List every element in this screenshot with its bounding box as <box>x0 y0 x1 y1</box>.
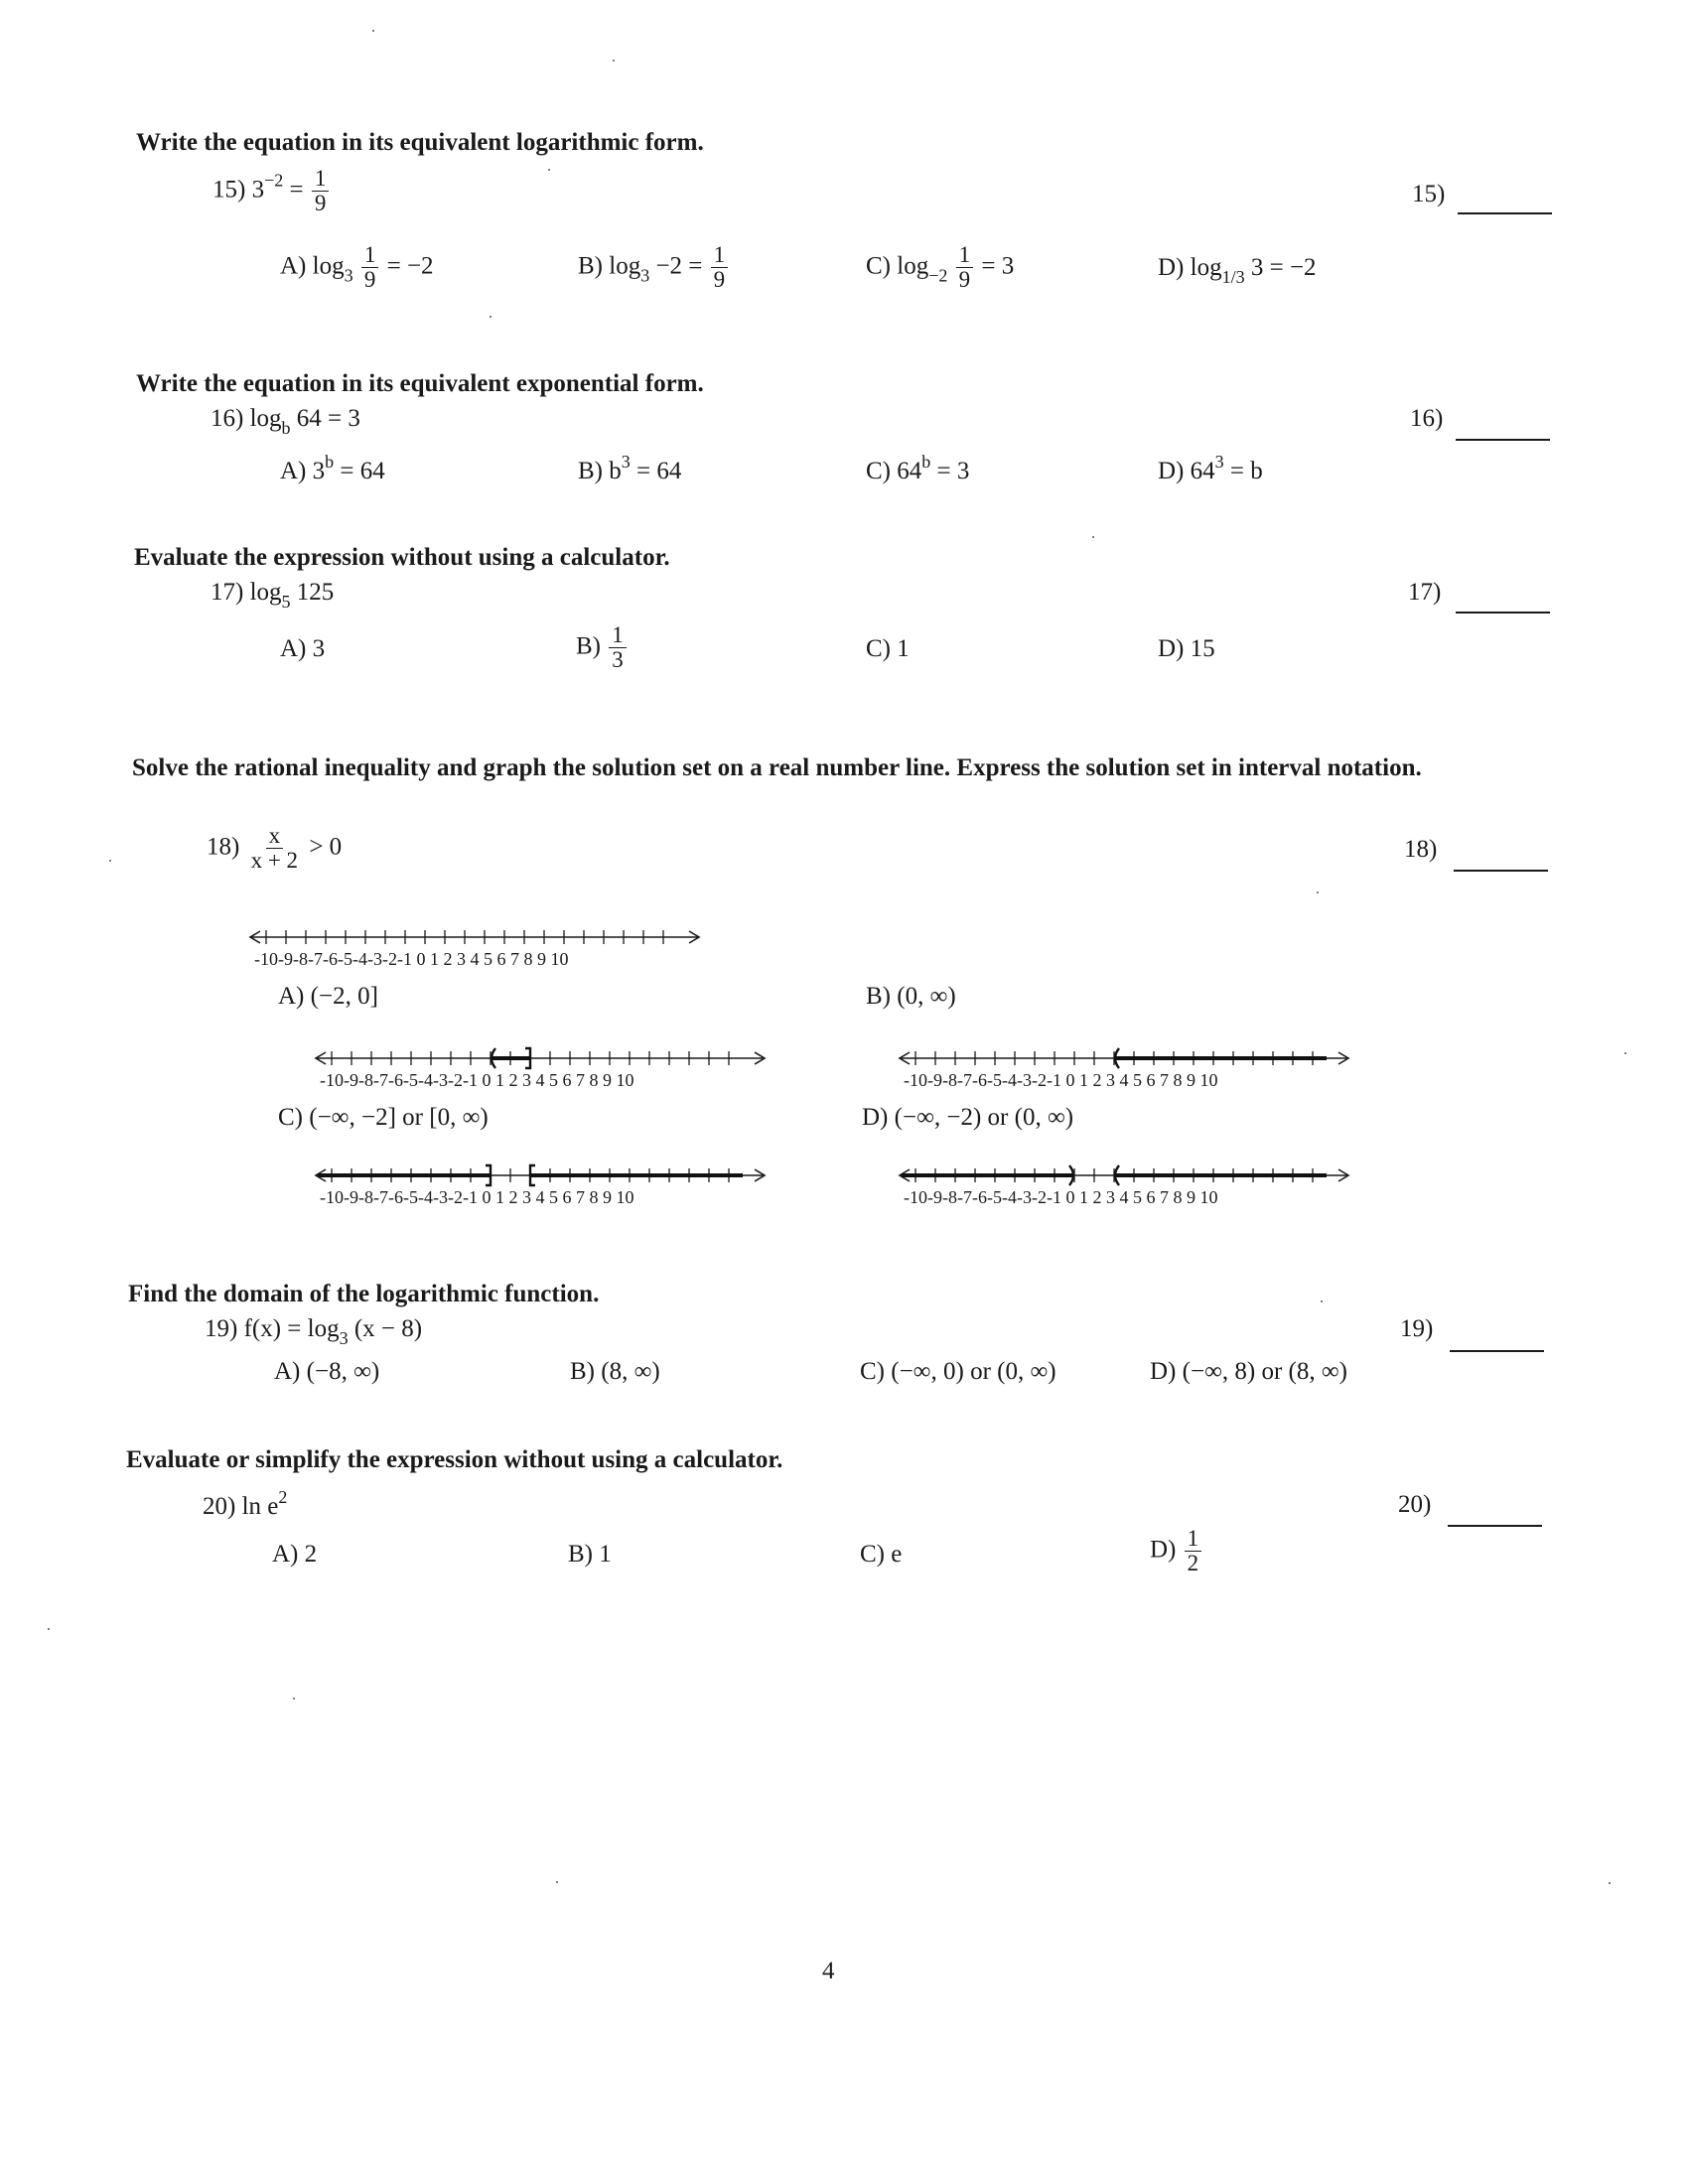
choice-17a[interactable]: A) 3 <box>280 635 326 662</box>
question-number: 17) <box>211 579 244 606</box>
question-number: 18) <box>207 833 240 861</box>
scan-speck <box>1624 1052 1626 1054</box>
fraction: $\frac{1}{9}$ <box>312 167 330 215</box>
choice-15d[interactable]: D) $\log_{1/3} 3 = -2$ <box>1158 254 1317 288</box>
number-line-18b <box>896 1044 1352 1090</box>
answer-blank-18[interactable] <box>1454 870 1548 872</box>
question-number: 16) <box>211 405 244 432</box>
instruction-18: Solve the rational inequality and graph the solution set on a real number line. Express the solution set in interval notation. <box>132 754 1422 781</box>
question-18: 18) $\frac{x}{x + 2}$ > 0 <box>207 823 343 874</box>
choice-17b[interactable]: B) $\frac{1}{3}$ <box>576 623 629 672</box>
instruction-15: Write the equation in its equivalent logarithmic form. <box>136 129 704 156</box>
choice-15c[interactable]: C) $\log_{-2}$ $\frac{1}{9}$ = 3 <box>866 242 1015 293</box>
exponent: −2 <box>264 170 284 191</box>
answer-blank-15[interactable] <box>1458 212 1552 214</box>
scan-speck <box>109 860 111 862</box>
choice-15a[interactable]: A) $\log_3$ $\frac{1}{9}$ = −2 <box>280 242 434 293</box>
scan-speck <box>1321 1300 1323 1302</box>
answer-label-20: 20) <box>1398 1491 1432 1518</box>
number-line-tick-labels: -10-9-8-7-6-5-4-3-2-1 0 1 2 3 4 5 6 7 8 9 10 <box>904 1187 1218 1207</box>
scan-speck <box>556 1881 558 1883</box>
choice-18b[interactable]: B) (0, ∞) <box>866 983 956 1010</box>
choice-17c[interactable]: C) 1 <box>866 635 910 662</box>
answer-blank-16[interactable] <box>1456 439 1550 441</box>
scan-speck <box>372 30 374 32</box>
choice-16c[interactable]: C) 64$^b$ = 3 <box>866 452 970 484</box>
answer-label-18: 18) <box>1404 836 1438 863</box>
answer-blank-19[interactable] <box>1450 1350 1544 1352</box>
choice-19c[interactable]: C) (−∞, 0) or (0, ∞) <box>860 1358 1056 1385</box>
scan-speck <box>48 1628 50 1630</box>
base: 3 <box>251 176 265 204</box>
question-16: 16) $\log_b 64 = 3$ <box>211 405 360 439</box>
choice-18a[interactable]: A) (−2, 0] <box>278 983 378 1010</box>
number-line-18d <box>896 1161 1352 1207</box>
instruction-20: Evaluate or simplify the expression without using a calculator. <box>126 1446 783 1473</box>
instruction-17: Evaluate the expression without using a calculator. <box>134 544 670 571</box>
page-number: 4 <box>822 1958 835 1984</box>
answer-label-15: 15) <box>1412 181 1446 207</box>
answer-label-16: 16) <box>1410 405 1444 432</box>
choice-16d[interactable]: D) $64^3 = b$ <box>1158 452 1263 484</box>
number-line-18a <box>312 1044 769 1090</box>
number-line-blank <box>246 923 703 969</box>
choice-18c[interactable]: C) (−∞, −2] or [0, ∞) <box>278 1104 489 1131</box>
question-number: 20) <box>203 1492 236 1520</box>
question-19: 19) $f(x) = \log_3 (x - 8)$ <box>205 1315 423 1349</box>
question-number: 19) <box>205 1315 238 1342</box>
scan-speck <box>548 169 550 171</box>
scan-speck <box>1092 536 1094 538</box>
question-15 <box>212 167 331 215</box>
answer-label-19: 19) <box>1400 1315 1434 1342</box>
answer-blank-17[interactable] <box>1456 612 1550 614</box>
answer-label-17: 17) <box>1408 579 1442 606</box>
question-number: 15) <box>212 176 246 204</box>
number-line-tick-labels: -10-9-8-7-6-5-4-3-2-1 0 1 2 3 4 5 6 7 8 9 10 <box>904 1070 1218 1090</box>
scan-speck <box>490 316 492 318</box>
instruction-19: Find the domain of the logarithmic function. <box>128 1281 600 1307</box>
question-20: 20) $\ln e^2$ <box>203 1487 288 1520</box>
scan-speck <box>293 1698 295 1700</box>
choice-20d[interactable]: D) $\frac{1}{2}$ <box>1150 1527 1203 1575</box>
equals: = <box>289 176 304 204</box>
scan-speck <box>613 60 615 62</box>
choice-19d[interactable]: D) (−∞, 8) or (8, ∞) <box>1150 1358 1348 1385</box>
number-line-tick-labels: -10-9-8-7-6-5-4-3-2-1 0 1 2 3 4 5 6 7 8 9 10 <box>254 949 569 969</box>
choice-19b[interactable]: B) (8, ∞) <box>570 1358 660 1385</box>
choice-18d[interactable]: D) (−∞, −2) or (0, ∞) <box>862 1104 1074 1131</box>
choice-19a[interactable]: A) (−8, ∞) <box>274 1358 380 1385</box>
instruction-16: Write the equation in its equivalent exponential form. <box>136 370 704 397</box>
number-line-tick-labels: -10-9-8-7-6-5-4-3-2-1 0 1 2 3 4 5 6 7 8 9 10 <box>320 1187 634 1207</box>
choice-15b[interactable]: B) $\log_3 -2$ = $\frac{1}{9}$ <box>578 243 730 292</box>
scan-speck <box>1317 891 1319 893</box>
number-line-18c <box>312 1161 769 1207</box>
choice-20c[interactable]: C) e <box>860 1541 903 1568</box>
choice-16a[interactable]: A) 3$^b$ = 64 <box>280 452 385 484</box>
number-line-tick-labels: -10-9-8-7-6-5-4-3-2-1 0 1 2 3 4 5 6 7 8 9 10 <box>320 1070 634 1090</box>
answer-blank-20[interactable] <box>1448 1525 1542 1527</box>
choice-17d[interactable]: D) 15 <box>1158 635 1215 662</box>
choice-20a[interactable]: A) 2 <box>272 1541 318 1568</box>
scan-speck <box>1609 1882 1611 1884</box>
question-17: 17) $\log_5 125$ <box>211 579 335 613</box>
choice-20b[interactable]: B) 1 <box>568 1541 612 1568</box>
choice-16b[interactable]: B) $b^3 = 64$ <box>578 452 682 484</box>
fraction: $\frac{x}{x + 2}$ <box>250 823 299 874</box>
